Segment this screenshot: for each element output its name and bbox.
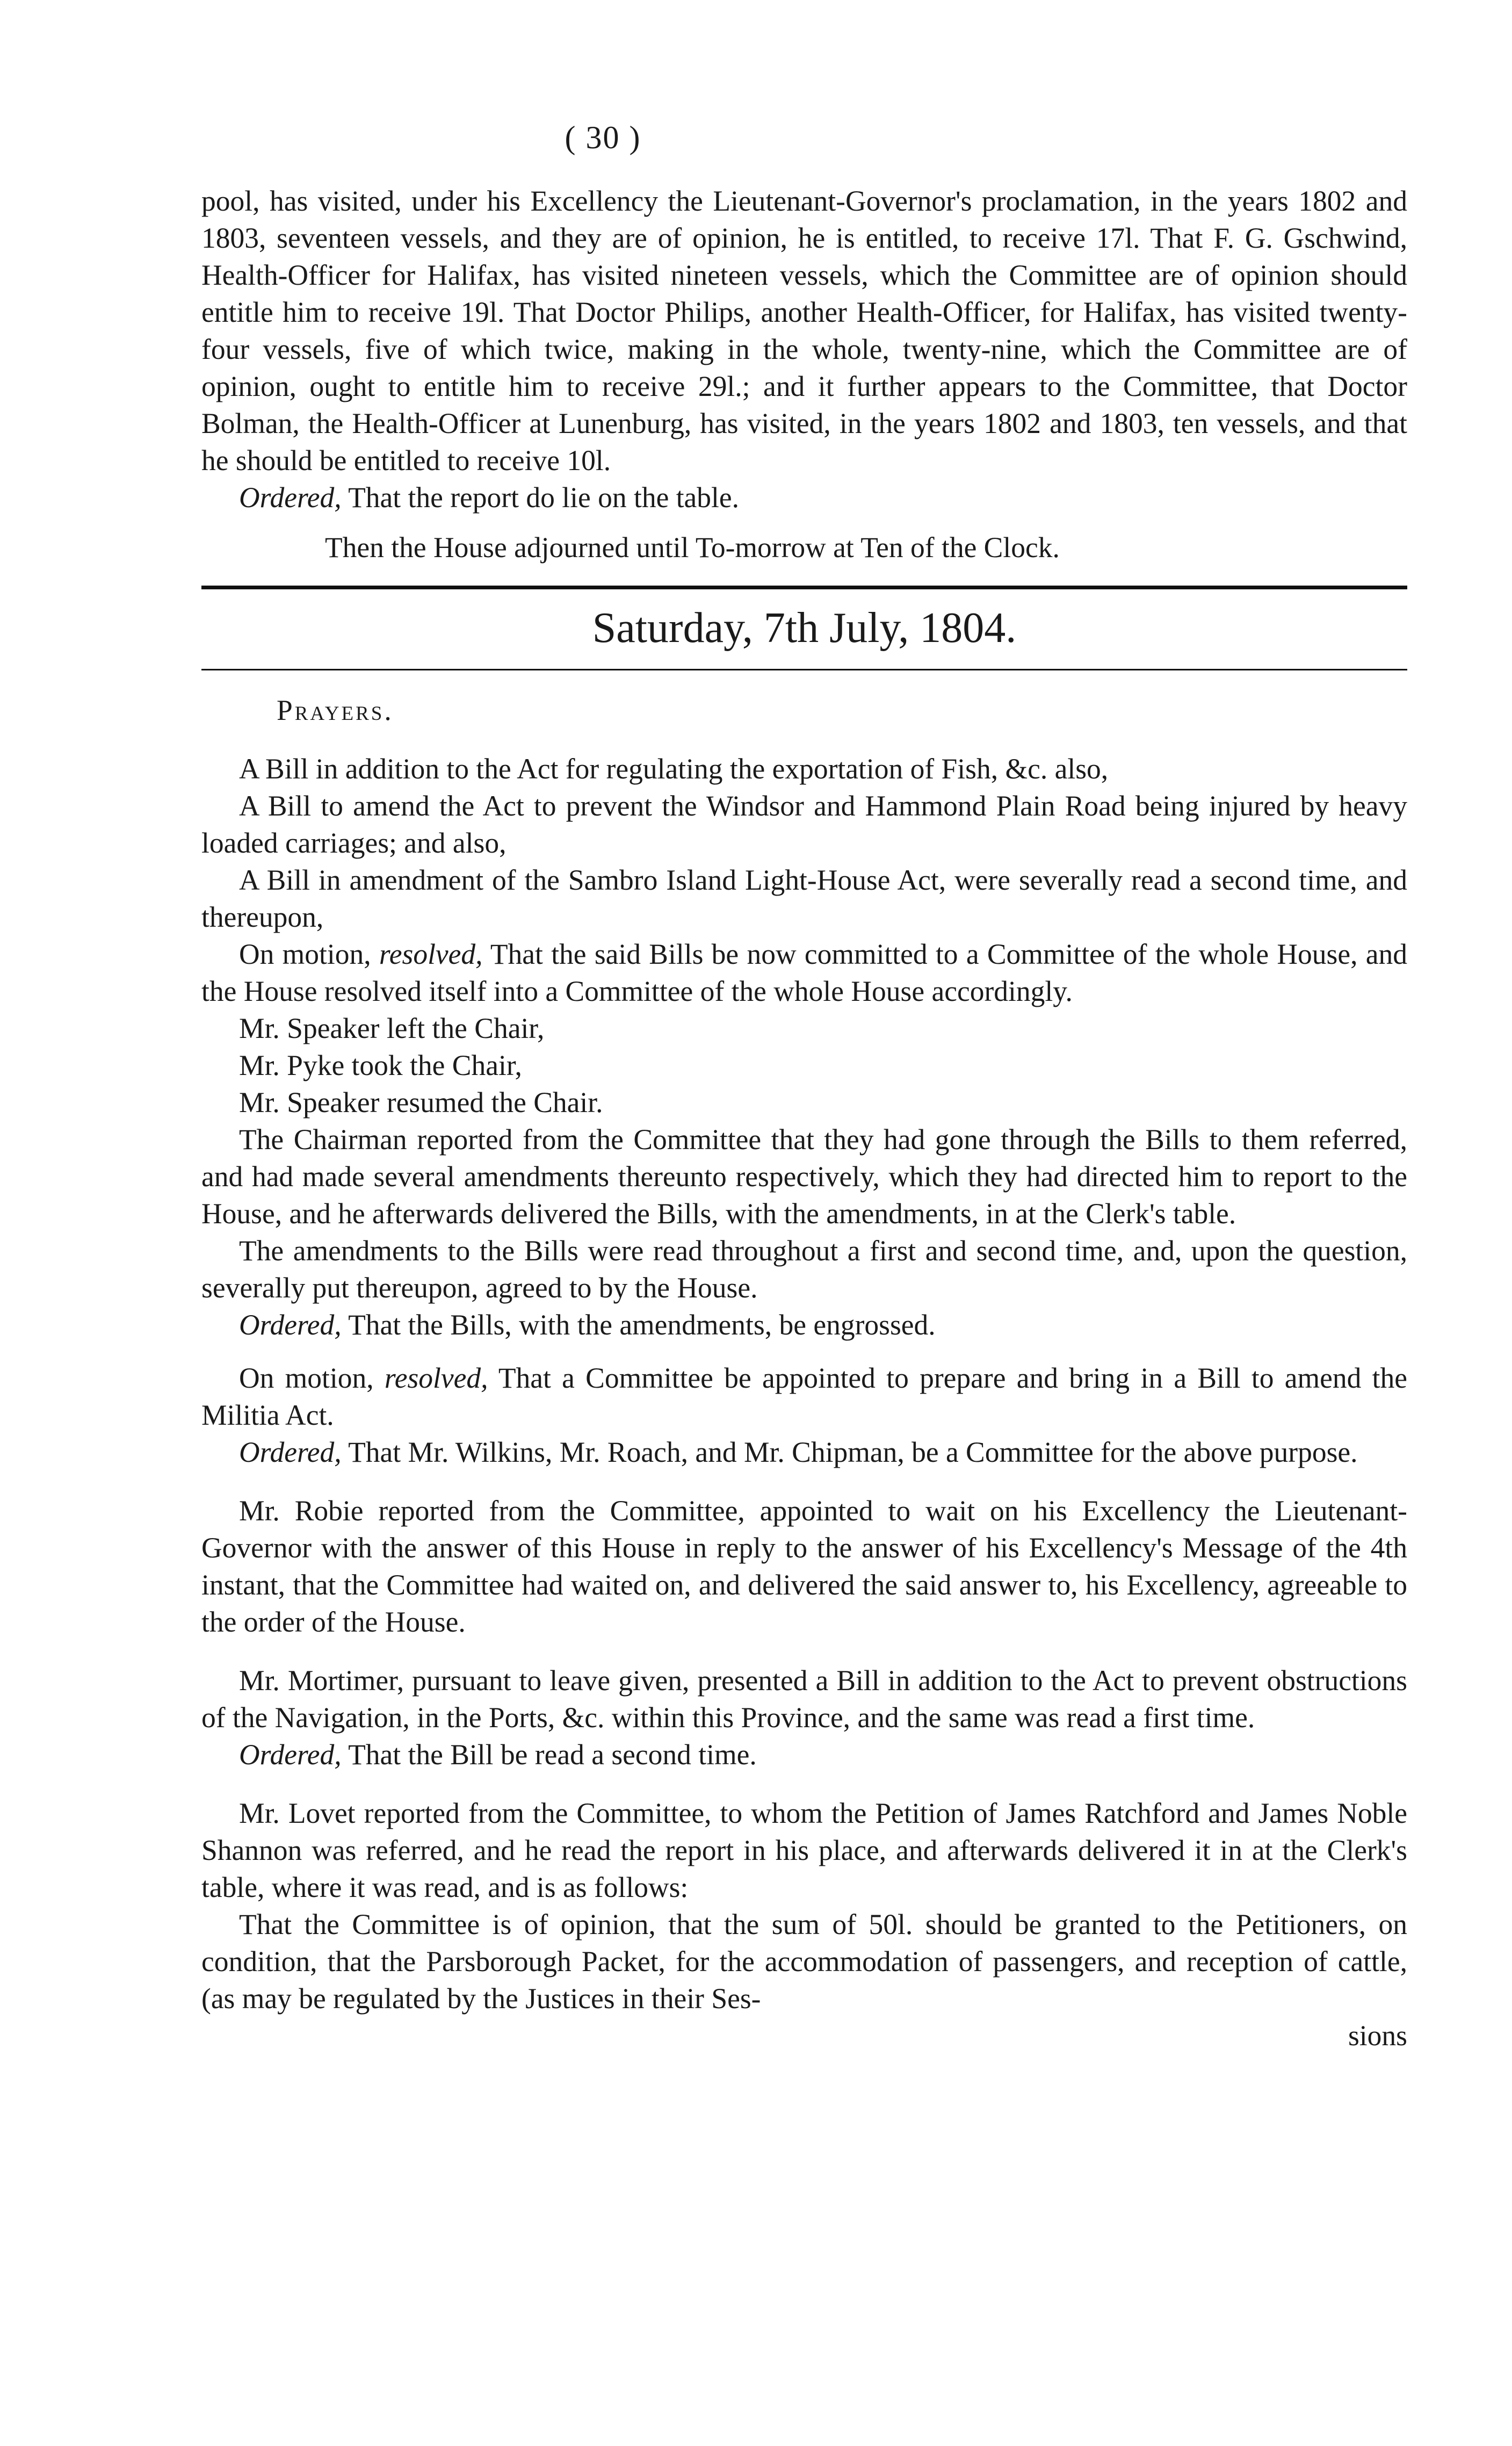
adjournment-notice: Then the House adjourned until To-morrow at Ten of the Clock. [325, 531, 1060, 564]
health-officer-report: pool, has visited, under his Excellency the Lieutenant-Governor's proclamation, in the years 1802 and 1803, seventeen vessels, and they are of opinion, he is entitled, to receive 17l. That F. G. Gschwind, Health-Officer for Halifax, has visited nineteen vessels, which the Committee are of opinion should entitle him to receive 19l. That Doctor Philips, another Health-Officer, for Halifax, has visited twenty-four vessels, five of which twice, making in the whole, twenty-nine, which the Committee are of opinion, ought to entitle him to receive 29l.; and it further appears to the Committee, that Doctor Bolman, the Health-Officer at Lunenburg, has visited, in the years 1802 and 1803, ten vessels, and that he should be entitled to receive 10l. [201, 185, 1407, 477]
bill-fish-export: A Bill in addition to the Act for regulating the exportation of Fish, &c. also, [239, 753, 1109, 785]
robie-report: Mr. Robie reported from the Committee, appointed to wait on his Excellency the Lieutenant-Governor with the answer of this House in reply to the answer of his Excellency's Message of the 4th instant, that the Committee had waited on, and delivered the said answer to, his Excellency, agreeable to the order of the House. [201, 1495, 1407, 1638]
lovet-report: Mr. Lovet reported from the Committee, to whom the Petition of James Ratchford and James Noble Shannon was referred, and he read the report in his place, and afterwards delivered it in at the Clerk's table, where it was read, and is as follows: [201, 1797, 1407, 1903]
ordered-label: Ordered, [239, 1436, 342, 1468]
resolved-label: resolved, [384, 1362, 488, 1394]
resolved-label: resolved, [379, 938, 483, 970]
catchword: sions [1348, 2019, 1407, 2052]
prayers-heading: Prayers. [277, 694, 394, 726]
chairman-report: The Chairman reported from the Committee that they had gone through the Bills to them referred, and had made several amendments thereunto respectively, which they had directed him to report to the House, and he afterwards delivered the Bills, with the amendments, in at the Clerk's table. [201, 1123, 1407, 1230]
bill-sambro-lighthouse: A Bill in amendment of the Sambro Island Light-House Act, were severally read a second time, and thereupon, [201, 864, 1407, 933]
order-militia-committee: Ordered, That Mr. Wilkins, Mr. Roach, and Mr. Chipman, be a Committee for the above purpose. [239, 1436, 1358, 1468]
bill-windsor-road: A Bill to amend the Act to prevent the Windsor and Hammond Plain Road being injured by heavy loaded carriages; and also, [201, 790, 1407, 859]
order-second-reading: Ordered, That the Bill be read a second time. [239, 1738, 757, 1771]
pyke-chair: Mr. Pyke took the Chair, [239, 1049, 522, 1081]
order-engrossed: Ordered, That the Bills, with the amendments, be engrossed. [239, 1309, 936, 1341]
section-rule-top [201, 586, 1407, 589]
speaker-resumed: Mr. Speaker resumed the Chair. [239, 1086, 603, 1119]
order-text: That the report do lie on the table. [341, 481, 740, 514]
motion-committee-whole: On motion, resolved, That the said Bills be now committed to a Committee of the whole House, and the House resolved itself into a Committee of the whole House accordingly. [201, 938, 1407, 1007]
ordered-label: Ordered, [239, 1309, 342, 1341]
ordered-label: Ordered, [239, 1738, 342, 1771]
page-number: ( 30 ) [565, 120, 641, 155]
mortimer-bill: Mr. Mortimer, pursuant to leave given, presented a Bill in addition to the Act to prevent obstructions of the Navigation, in the Ports, &c. within this Province, and the same was read a first time. [201, 1664, 1407, 1734]
speaker-left: Mr. Speaker left the Chair, [239, 1012, 545, 1044]
committee-opinion: That the Committee is of opinion, that the sum of 50l. should be granted to the Petitioners, on condition, that the Parsborough Packet, for the accommodation of passengers, and reception of cattle, (as may be regulated by the Justices in their Ses- [201, 1908, 1407, 2015]
date-heading: Saturday, 7th July, 1804. [592, 604, 1017, 652]
page-body [201, 0, 1407, 2054]
ordered-label: Ordered, [239, 481, 342, 514]
amendments-agreed: The amendments to the Bills were read throughout a first and second time, and, upon the question, severally put thereupon, agreed to by the House. [201, 1235, 1407, 1304]
order-report-table [201, 479, 1407, 516]
motion-militia-act: On motion, resolved, That a Committee be appointed to prepare and bring in a Bill to amend the Militia Act. [201, 1362, 1408, 1431]
